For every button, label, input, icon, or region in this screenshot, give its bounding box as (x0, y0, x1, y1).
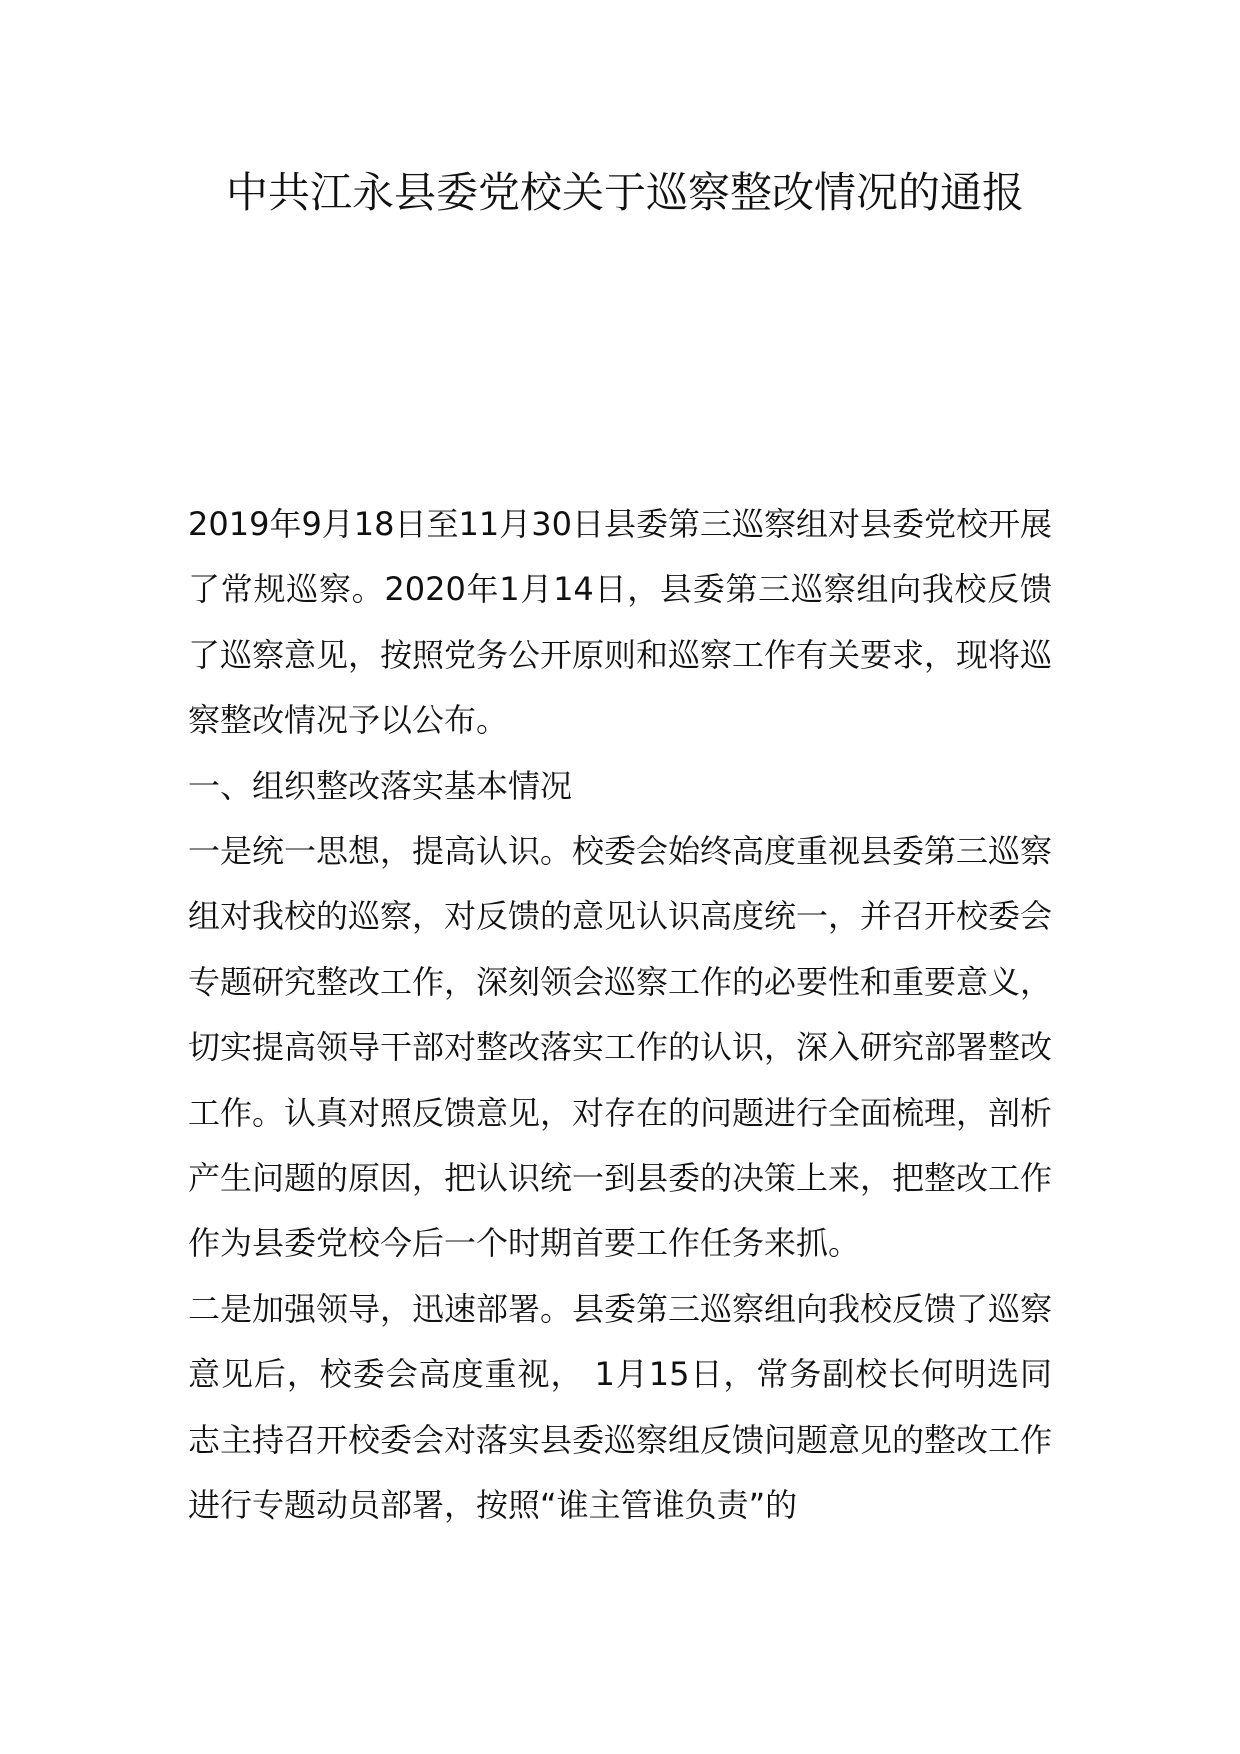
paragraph-point-2: 二是加强领导，迅速部署。县委第三巡察组向我校反馈了巡察意见后，校委会高度重视， 1月15日，常务副校长何明选同志主持召开校委会对落实县委巡察组反馈问题意见的整改工作进行专题动员部署，按照“谁主管谁负责”的 (188, 1289, 1053, 1525)
section-heading-1: 一、组织整改落实基本情况 (188, 766, 573, 805)
document-title: 中共江永县委党校关于巡察整改情况的通报 (225, 168, 1024, 217)
document-body (188, 492, 1052, 1539)
paragraph-intro: 2019年9月18日至11月30日县委第三巡察组对县委党校开展了常规巡察。2020年1月14日，县委第三巡察组向我校反馈了巡察意见，按照党务公开原则和巡察工作有关要求，现将巡察整改情况予以公布。 (188, 505, 1053, 740)
paragraph-point-1: 一是统一思想，提高认识。校委会始终高度重视县委第三巡察组对我校的巡察，对反馈的意见认识高度统一，并召开校委会专题研究整改工作，深刻领会巡察工作的必要性和重要意义，切实提高领导干部对整改落实工作的认识，深入研究部署整改工作。认真对照反馈意见，对存在的问题进行全面梳理，剖析产生问题的原因，把认识统一到县委的决策上来，把整改工作作为县委党校今后一个时期首要工作任务来抓。 (188, 832, 1053, 1263)
